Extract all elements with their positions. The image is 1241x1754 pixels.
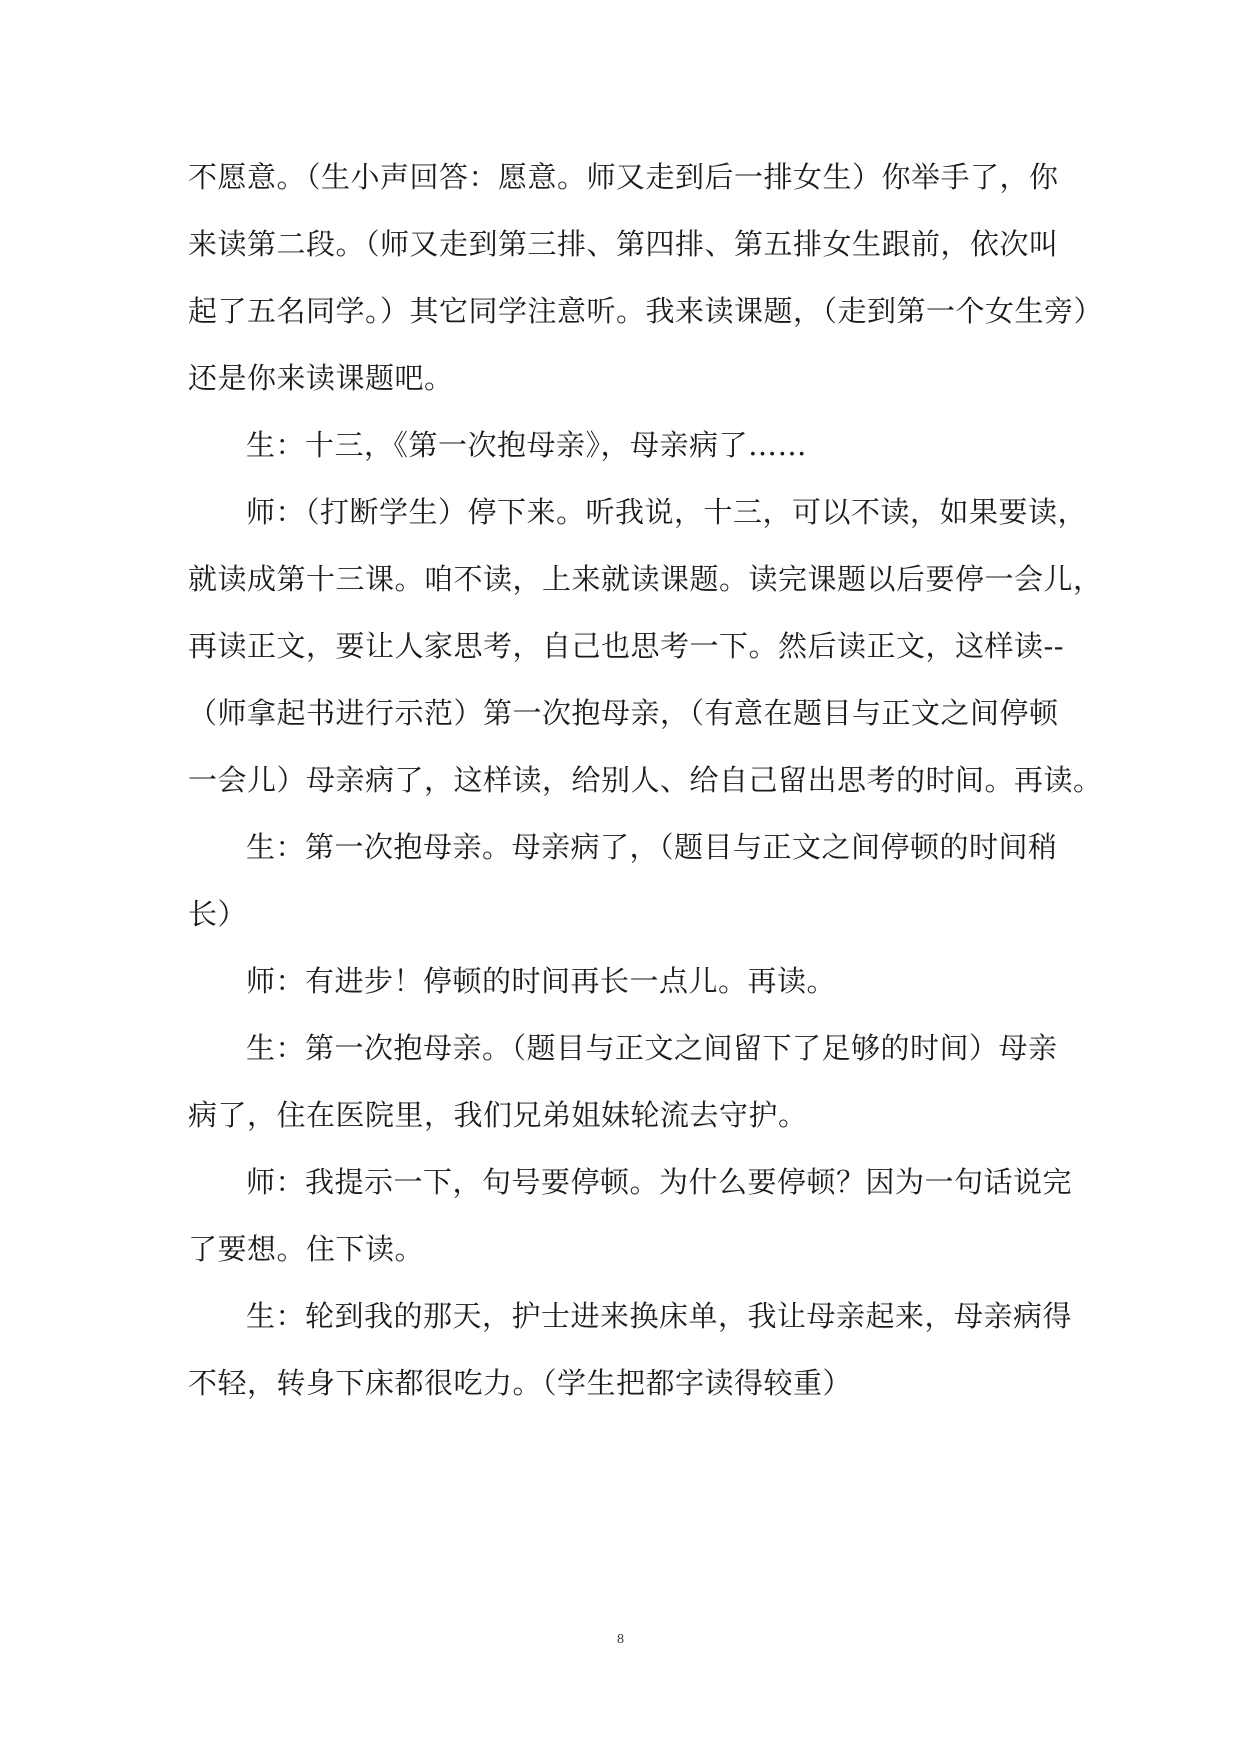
text-line: 病了，住在医院里，我们兄弟姐妹轮流去守护。 (188, 1098, 808, 1132)
page-number: 8 (617, 1632, 624, 1647)
text-line: 生：第一次抱母亲。母亲病了，（题目与正文之间停顿的时间稍 (246, 830, 1058, 864)
text-line: （师拿起书进行示范）第一次抱母亲，（有意在题目与正文之间停顿 (188, 696, 1059, 730)
text-line: 不愿意。（生小声回答：愿意。师又走到后一排女生）你举手了，你 (188, 160, 1059, 194)
text-line: 一会儿）母亲病了，这样读，给别人、给自己留出思考的时间。再读。 (188, 763, 1103, 797)
text-line: 师：我提示一下，句号要停顿。为什么要停顿？因为一句话说完 (246, 1165, 1073, 1199)
text-line: 还是你来读课题吧。 (188, 361, 454, 395)
text-line: 生：十三，《第一次抱母亲》，母亲病了…… (246, 428, 808, 462)
text-line: 再读正文，要让人家思考，自己也思考一下。然后读正文，这样读-- (188, 629, 1065, 663)
text-line: 师：有进步！停顿的时间再长一点儿。再读。 (246, 964, 837, 998)
text-line: 不轻，转身下床都很吃力。（学生把都字读得较重） (188, 1366, 853, 1400)
text-line: 生：第一次抱母亲。（题目与正文之间留下了足够的时间）母亲 (246, 1031, 1058, 1065)
text-line: 生：轮到我的那天，护士进来换床单，我让母亲起来，母亲病得 (246, 1299, 1073, 1333)
body-text (188, 144, 1104, 1417)
text-line: 就读成第十三课。咱不读，上来就读课题。读完课题以后要停一会儿， (188, 562, 1103, 596)
text-line: 长） (188, 897, 248, 931)
text-line: 了要想。住下读。 (188, 1232, 425, 1266)
text-line: 起了五名同学。）其它同学注意听。我来读课题，（走到第一个女生旁） (188, 294, 1104, 328)
text-line: 师：（打断学生）停下来。听我说，十三，可以不读，如果要读， (246, 495, 1088, 529)
text-line: 来读第二段。（师又走到第三排、第四排、第五排女生跟前，依次叫 (188, 227, 1059, 261)
